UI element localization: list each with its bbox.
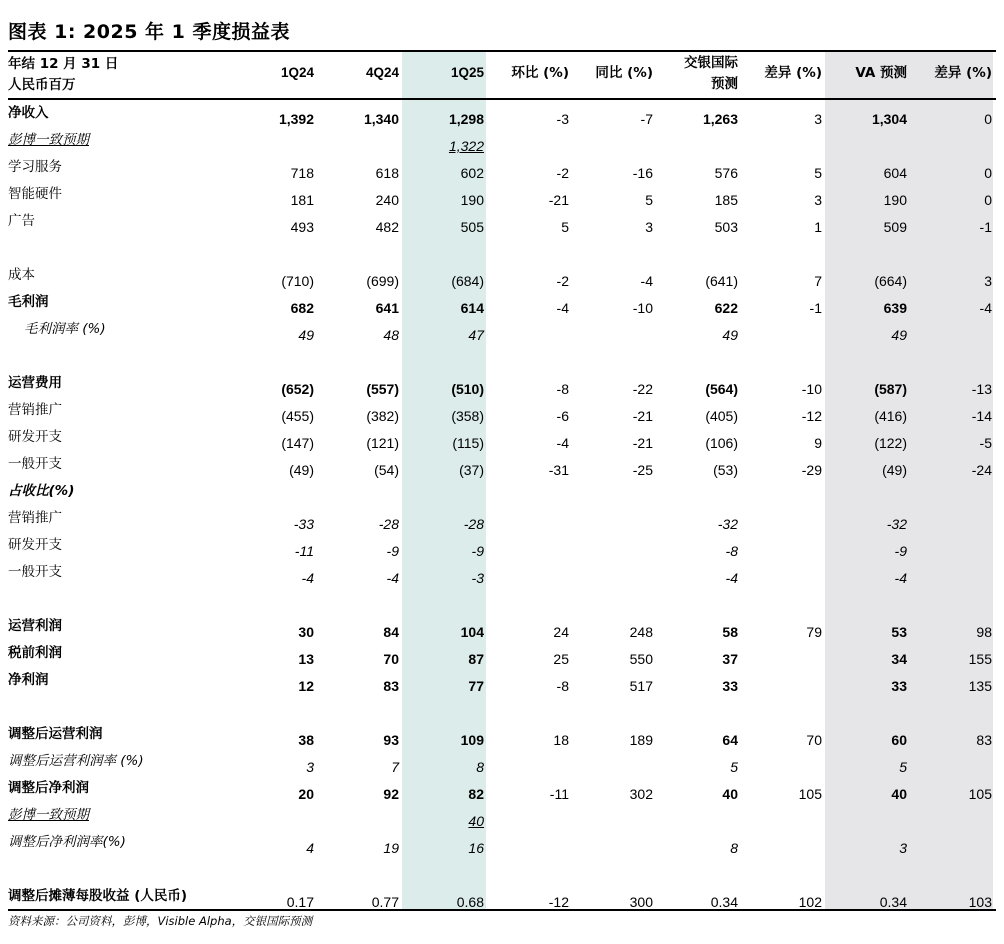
table-cell: -9 bbox=[386, 543, 399, 559]
table-cell: 190 bbox=[883, 192, 907, 208]
row-label: 调整后摊薄每股收益 (人民币) bbox=[8, 888, 188, 904]
table-cell: (641) bbox=[705, 273, 738, 289]
table-cell: -28 bbox=[378, 516, 399, 532]
column-header: 环比 (%) bbox=[511, 65, 569, 81]
table-cell: 60 bbox=[891, 732, 907, 748]
table-cell: 1,263 bbox=[702, 111, 738, 127]
row-label: 营销推广 bbox=[8, 510, 62, 526]
table-cell: 482 bbox=[375, 219, 399, 235]
table-cell: (652) bbox=[281, 381, 314, 397]
top-rule bbox=[8, 50, 996, 52]
table-cell: (664) bbox=[874, 273, 907, 289]
table-cell: 3 bbox=[645, 219, 653, 235]
table-cell: (587) bbox=[874, 381, 907, 397]
table-cell: 105 bbox=[968, 786, 992, 802]
table-cell: -14 bbox=[971, 408, 992, 424]
table-cell: 13 bbox=[298, 651, 314, 667]
table-cell: 302 bbox=[629, 786, 653, 802]
table-cell: 83 bbox=[383, 678, 399, 694]
table-cell: 30 bbox=[298, 624, 314, 640]
table-cell: 0 bbox=[984, 192, 992, 208]
table-cell: (49) bbox=[289, 462, 314, 478]
table-cell: -8 bbox=[556, 381, 569, 397]
table-cell: -4 bbox=[556, 300, 569, 316]
table-cell: 102 bbox=[798, 894, 822, 910]
table-cell: 155 bbox=[968, 651, 992, 667]
table-cell: -21 bbox=[548, 192, 569, 208]
table-cell: -32 bbox=[717, 516, 738, 532]
table-cell: 3 bbox=[814, 111, 822, 127]
table-cell: -4 bbox=[894, 570, 907, 586]
table-cell: 49 bbox=[722, 327, 738, 343]
column-header: VA 预测 bbox=[855, 65, 907, 81]
table-cell: 181 bbox=[290, 192, 314, 208]
table-cell: (405) bbox=[705, 408, 738, 424]
table-cell: -11 bbox=[549, 786, 569, 802]
table-cell: 33 bbox=[891, 678, 907, 694]
table-cell: -4 bbox=[979, 300, 992, 316]
table-cell: (684) bbox=[451, 273, 484, 289]
table-cell: 614 bbox=[460, 300, 484, 316]
table-cell: -25 bbox=[632, 462, 653, 478]
table-cell: 84 bbox=[383, 624, 399, 640]
table-cell: 18 bbox=[553, 732, 569, 748]
table-cell: 604 bbox=[883, 165, 907, 181]
highlight-va-columns bbox=[825, 51, 993, 909]
table-cell: -24 bbox=[971, 462, 992, 478]
table-cell: 517 bbox=[629, 678, 653, 694]
table-cell: 7 bbox=[391, 759, 399, 775]
table-cell: -12 bbox=[548, 894, 569, 910]
table-cell: -21 bbox=[632, 408, 653, 424]
row-label: 调整后净利润率(%) bbox=[8, 834, 126, 850]
table-cell: -5 bbox=[979, 435, 992, 451]
table-cell: (122) bbox=[874, 435, 907, 451]
table-cell: 190 bbox=[460, 192, 484, 208]
table-title: 图表 1: 2025 年 1 季度损益表 bbox=[8, 21, 290, 43]
table-cell: -1 bbox=[809, 300, 822, 316]
table-cell: -3 bbox=[471, 570, 484, 586]
table-cell: 40 bbox=[891, 786, 907, 802]
table-cell: (54) bbox=[374, 462, 399, 478]
row-label: 占收比(%) bbox=[8, 483, 75, 499]
row-label: 一般开支 bbox=[8, 564, 62, 580]
table-cell: (115) bbox=[452, 435, 484, 451]
table-cell: -11 bbox=[294, 543, 314, 559]
table-cell: 682 bbox=[290, 300, 314, 316]
table-cell: 135 bbox=[968, 678, 992, 694]
row-label: 调整后运营利润率 (%) bbox=[8, 753, 144, 769]
table-cell: 37 bbox=[722, 651, 738, 667]
table-cell: 1,304 bbox=[871, 111, 907, 127]
row-label: 净收入 bbox=[8, 105, 49, 121]
table-cell: -28 bbox=[463, 516, 484, 532]
table-cell: 0.34 bbox=[710, 894, 738, 910]
header-unit-label: 人民币百万 bbox=[8, 77, 76, 93]
table-cell: 641 bbox=[375, 300, 399, 316]
table-cell: -21 bbox=[632, 435, 653, 451]
table-cell: 0.17 bbox=[286, 894, 314, 910]
table-cell: -33 bbox=[293, 516, 314, 532]
table-cell: 0.68 bbox=[456, 894, 484, 910]
table-cell: (699) bbox=[366, 273, 399, 289]
table-cell: 5 bbox=[730, 759, 738, 775]
row-label: 税前利润 bbox=[8, 645, 62, 661]
row-label: 净利润 bbox=[8, 672, 49, 688]
table-cell: 58 bbox=[722, 624, 738, 640]
table-cell: 189 bbox=[629, 732, 653, 748]
row-label: 调整后运营利润 bbox=[8, 726, 103, 742]
table-cell: -16 bbox=[632, 165, 653, 181]
row-label: 运营费用 bbox=[8, 375, 62, 391]
table-cell: -9 bbox=[471, 543, 484, 559]
table-cell: (358) bbox=[451, 408, 484, 424]
column-header: 1Q25 bbox=[450, 65, 484, 80]
table-cell: 8 bbox=[730, 840, 738, 856]
row-label: 调整后净利润 bbox=[8, 780, 89, 796]
table-cell: 3 bbox=[814, 192, 822, 208]
table-cell: 9 bbox=[814, 435, 822, 451]
table-cell: (510) bbox=[451, 381, 484, 397]
table-cell: -8 bbox=[725, 543, 738, 559]
table-cell: 93 bbox=[383, 732, 399, 748]
table-cell: -4 bbox=[301, 570, 314, 586]
table-cell: (710) bbox=[281, 273, 314, 289]
row-label: 研发开支 bbox=[8, 537, 62, 553]
table-cell: (37) bbox=[459, 462, 484, 478]
table-cell: 47 bbox=[468, 327, 484, 343]
table-cell: 602 bbox=[460, 165, 484, 181]
table-cell: -32 bbox=[886, 516, 907, 532]
table-cell: 0.34 bbox=[879, 894, 907, 910]
table-cell: 550 bbox=[629, 651, 653, 667]
table-cell: 509 bbox=[883, 219, 907, 235]
table-cell: 12 bbox=[298, 678, 314, 694]
table-cell: -2 bbox=[556, 273, 569, 289]
table-cell: 79 bbox=[806, 624, 822, 640]
table-cell: 48 bbox=[383, 327, 399, 343]
table-cell: 70 bbox=[383, 651, 399, 667]
table-cell: 77 bbox=[468, 678, 484, 694]
table-cell: 0 bbox=[984, 165, 992, 181]
table-cell: (382) bbox=[366, 408, 399, 424]
table-cell: 87 bbox=[468, 651, 484, 667]
table-cell: 34 bbox=[891, 651, 907, 667]
table-cell: 1,340 bbox=[363, 111, 399, 127]
table-cell: 505 bbox=[460, 219, 484, 235]
table-cell: 503 bbox=[714, 219, 738, 235]
row-label: 智能硬件 bbox=[8, 186, 62, 202]
table-cell: 1,392 bbox=[278, 111, 314, 127]
table-cell: -31 bbox=[548, 462, 569, 478]
table-cell: 40 bbox=[722, 786, 738, 802]
column-header: 4Q24 bbox=[365, 65, 399, 80]
source-note: 资料来源：公司资料，彭博，Visible Alpha，交银国际预测 bbox=[8, 914, 313, 928]
table-cell: -4 bbox=[725, 570, 738, 586]
table-cell: 3 bbox=[306, 759, 314, 775]
table-cell: (147) bbox=[281, 435, 314, 451]
table-cell: 639 bbox=[883, 300, 907, 316]
table-cell: 109 bbox=[460, 732, 484, 748]
row-label: 成本 bbox=[8, 267, 35, 283]
table-cell: (455) bbox=[281, 408, 314, 424]
row-label: 研发开支 bbox=[8, 429, 62, 445]
table-cell: 1,322 bbox=[448, 138, 484, 154]
table-cell: 5 bbox=[561, 219, 569, 235]
table-cell: 104 bbox=[460, 624, 484, 640]
table-cell: 5 bbox=[814, 165, 822, 181]
table-cell: 185 bbox=[714, 192, 738, 208]
table-cell: -6 bbox=[556, 408, 569, 424]
row-label: 学习服务 bbox=[8, 159, 62, 175]
column-header: 交银国际 bbox=[684, 55, 738, 71]
table-cell: 576 bbox=[714, 165, 738, 181]
table-cell: (49) bbox=[882, 462, 907, 478]
table-cell: -12 bbox=[801, 408, 822, 424]
table-cell: 718 bbox=[290, 165, 314, 181]
table-cell: 49 bbox=[891, 327, 907, 343]
table-cell: -1 bbox=[979, 219, 992, 235]
table-cell: 8 bbox=[476, 759, 484, 775]
table-cell: 3 bbox=[984, 273, 992, 289]
table-cell: 38 bbox=[298, 732, 314, 748]
table-cell: (121) bbox=[366, 435, 399, 451]
table-cell: 20 bbox=[298, 786, 314, 802]
row-label: 营销推广 bbox=[8, 402, 62, 418]
table-cell: -4 bbox=[556, 435, 569, 451]
column-header: 同比 (%) bbox=[595, 65, 653, 81]
column-header: 差异 (%) bbox=[934, 65, 992, 81]
table-cell: (557) bbox=[366, 381, 399, 397]
table-cell: 4 bbox=[306, 840, 314, 856]
table-cell: 300 bbox=[629, 894, 653, 910]
table-cell: 103 bbox=[968, 894, 992, 910]
table-cell: 19 bbox=[383, 840, 399, 856]
table-cell: 33 bbox=[722, 678, 738, 694]
row-label: 毛利润率 (%) bbox=[24, 321, 106, 337]
row-label: 彭博一致预期 bbox=[8, 132, 89, 148]
table-cell: 7 bbox=[814, 273, 822, 289]
table-cell: (416) bbox=[874, 408, 907, 424]
row-label: 运营利润 bbox=[8, 618, 62, 634]
table-cell: -2 bbox=[556, 165, 569, 181]
table-cell: 82 bbox=[468, 786, 484, 802]
table-cell: -10 bbox=[801, 381, 822, 397]
table-cell: 92 bbox=[383, 786, 399, 802]
column-header: 1Q24 bbox=[280, 65, 314, 80]
table-cell: 49 bbox=[298, 327, 314, 343]
table-cell: -9 bbox=[894, 543, 907, 559]
bottom-rule bbox=[8, 909, 996, 911]
table-cell: -10 bbox=[632, 300, 653, 316]
table-cell: 0 bbox=[984, 111, 992, 127]
table-cell: -22 bbox=[632, 381, 653, 397]
table-cell: 622 bbox=[714, 300, 738, 316]
table-cell: 5 bbox=[899, 759, 907, 775]
table-cell: 70 bbox=[806, 732, 822, 748]
row-label: 广告 bbox=[8, 213, 35, 229]
table-cell: 40 bbox=[468, 813, 484, 829]
table-cell: 24 bbox=[553, 624, 569, 640]
table-cell: 53 bbox=[891, 624, 907, 640]
header-rule bbox=[8, 98, 996, 100]
table-cell: 248 bbox=[629, 624, 653, 640]
table-cell: 98 bbox=[976, 624, 992, 640]
table-cell: -3 bbox=[556, 111, 569, 127]
column-header: 预测 bbox=[711, 76, 738, 92]
table-cell: -29 bbox=[801, 462, 822, 478]
table-cell: 83 bbox=[976, 732, 992, 748]
table-cell: 105 bbox=[798, 786, 822, 802]
table-cell: -7 bbox=[640, 111, 653, 127]
table-cell: 493 bbox=[290, 219, 314, 235]
table-cell: 25 bbox=[553, 651, 569, 667]
table-cell: 1,298 bbox=[448, 111, 484, 127]
table-cell: (106) bbox=[705, 435, 738, 451]
table-cell: -8 bbox=[556, 678, 569, 694]
table-cell: 5 bbox=[645, 192, 653, 208]
table-cell: 1 bbox=[814, 219, 822, 235]
row-label: 毛利润 bbox=[8, 294, 49, 310]
table-cell: 16 bbox=[468, 840, 484, 856]
column-header: 差异 (%) bbox=[764, 65, 822, 81]
table-cell: -4 bbox=[386, 570, 399, 586]
table-cell: (53) bbox=[713, 462, 738, 478]
header-year-end-label: 年结 12 月 31 日 bbox=[8, 56, 119, 72]
table-cell: 0.77 bbox=[371, 894, 399, 910]
table-cell: 64 bbox=[722, 732, 738, 748]
table-cell: 240 bbox=[375, 192, 399, 208]
table-cell: -13 bbox=[971, 381, 992, 397]
table-cell: -4 bbox=[640, 273, 653, 289]
row-label: 彭博一致预期 bbox=[8, 807, 89, 823]
table-cell: 618 bbox=[375, 165, 399, 181]
row-label: 一般开支 bbox=[8, 456, 62, 472]
table-cell: (564) bbox=[705, 381, 738, 397]
table-cell: 3 bbox=[899, 840, 907, 856]
